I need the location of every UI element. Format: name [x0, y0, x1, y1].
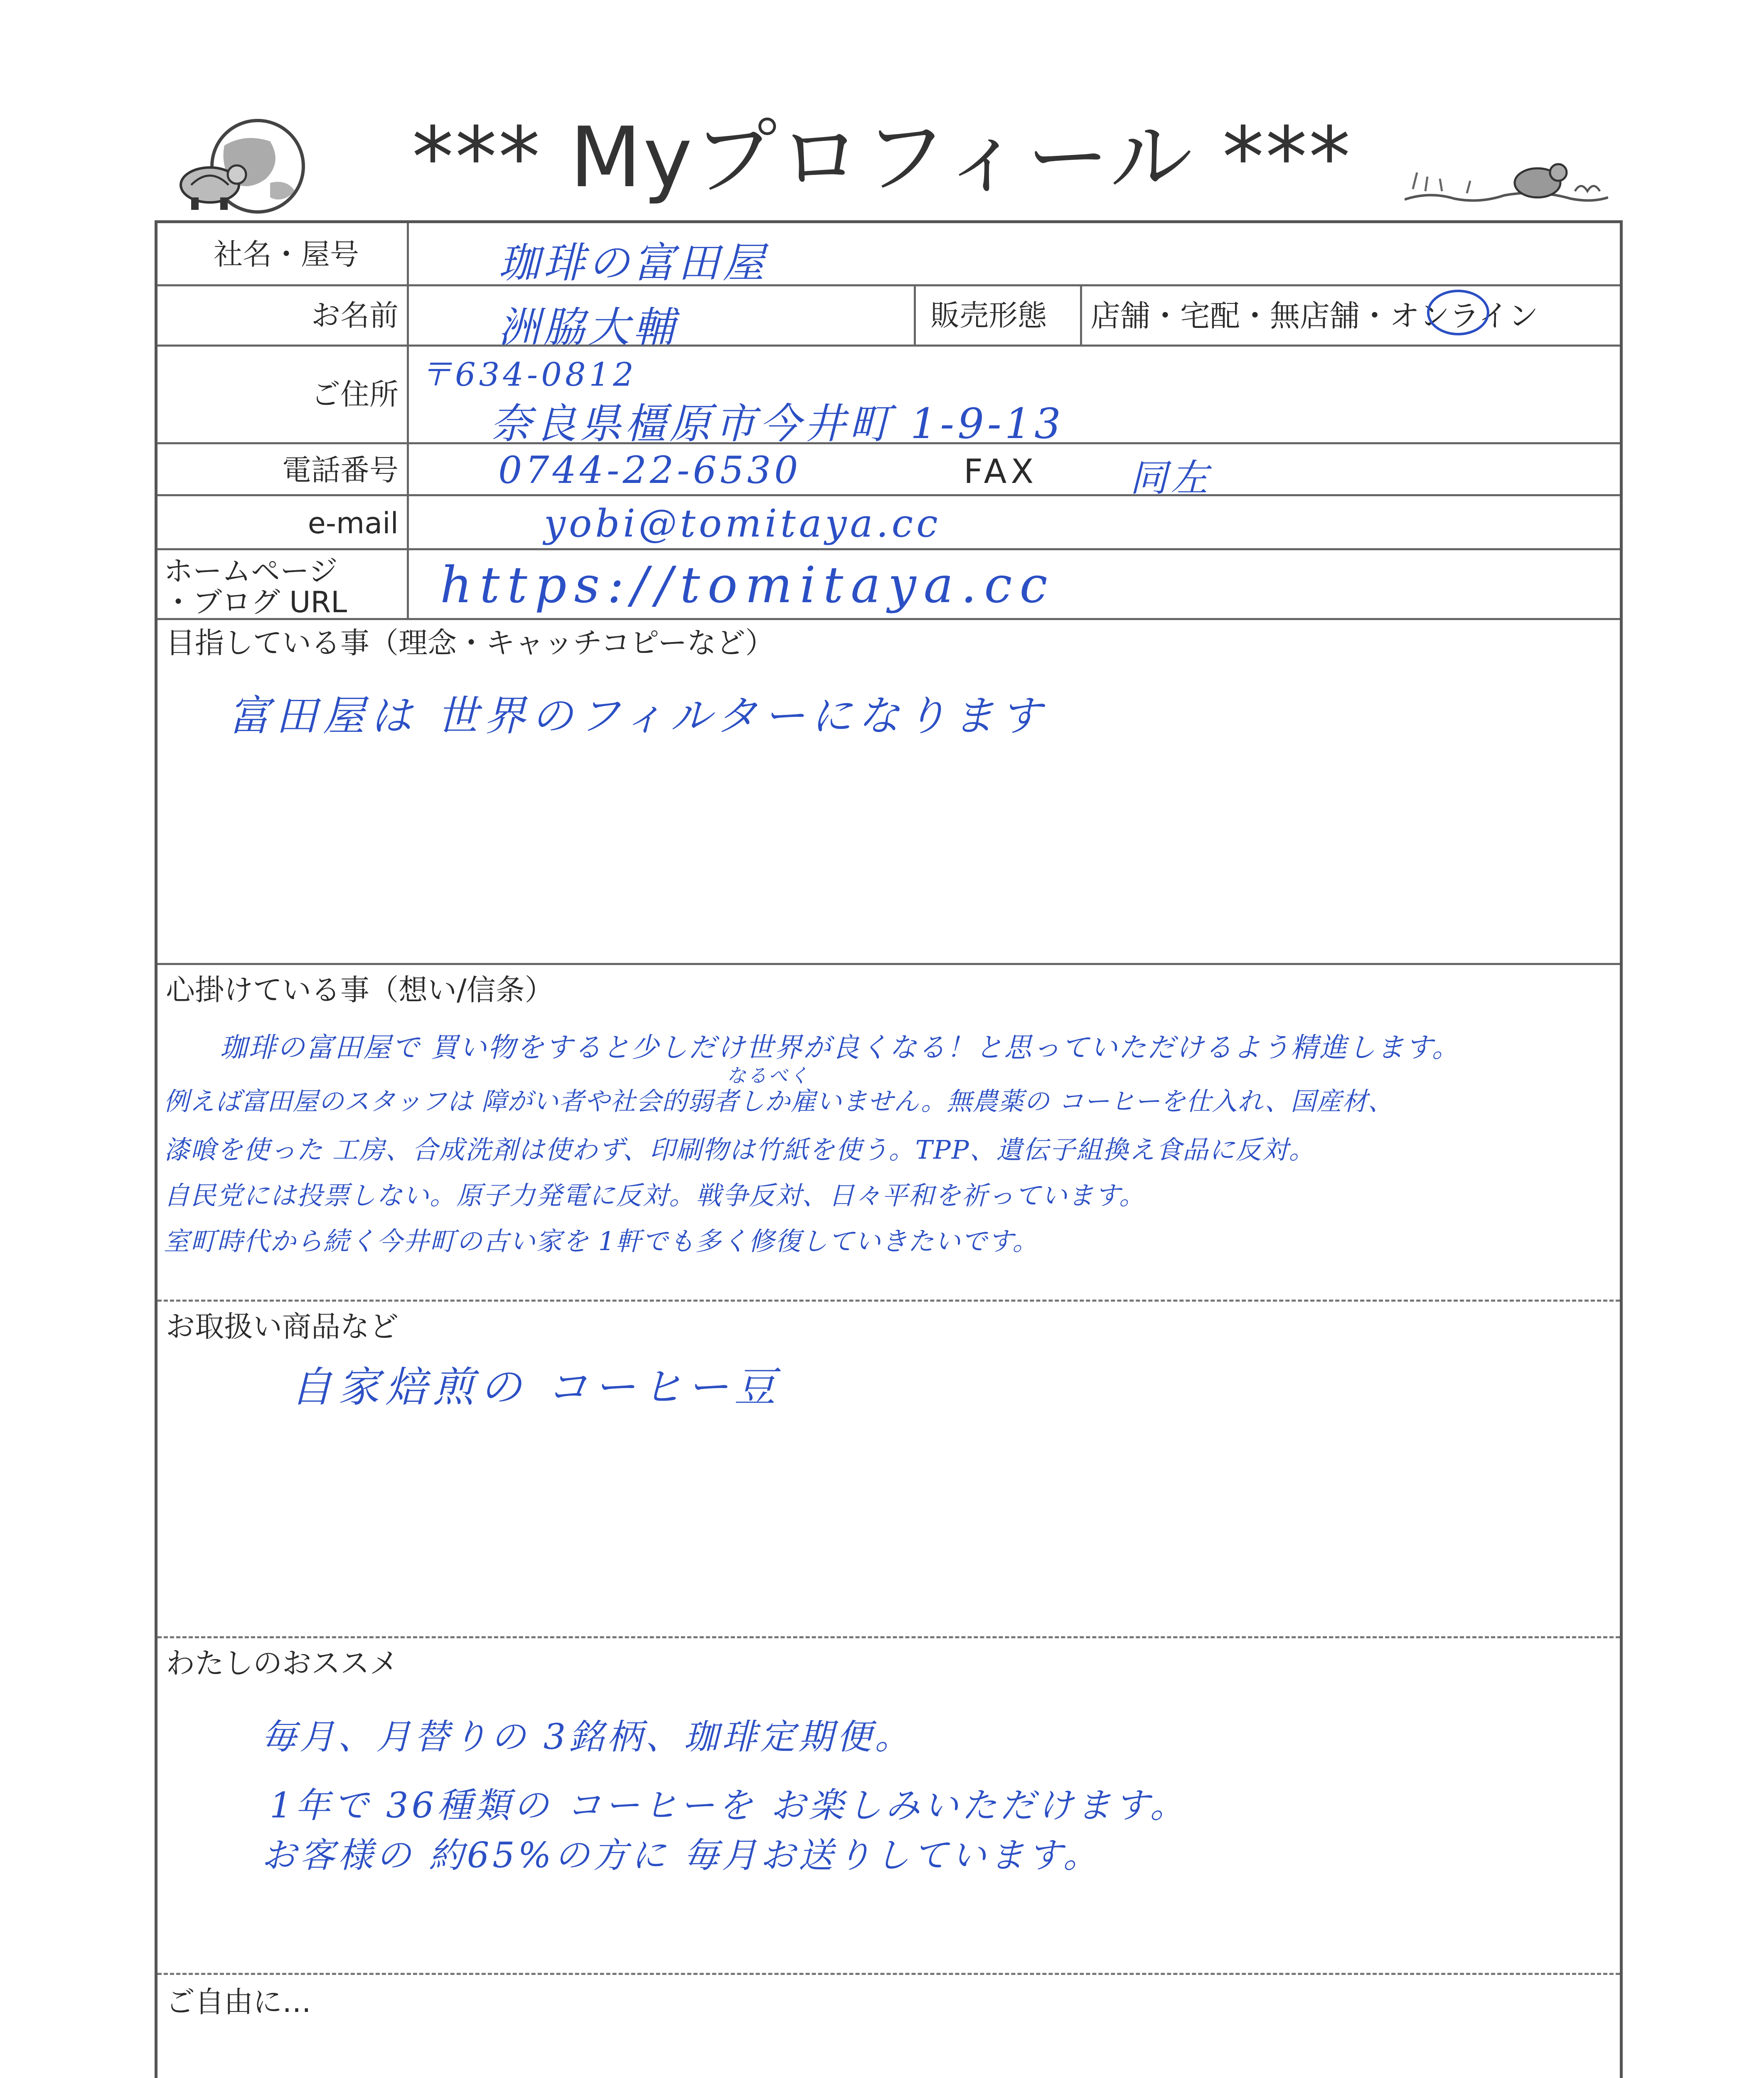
- url-row: [157, 550, 1620, 620]
- name-value[interactable]: 洲脇大輔: [498, 303, 678, 352]
- turtle-pond-icon: [1405, 150, 1608, 212]
- belief-line[interactable]: 室町時代から続く今井町の古い家を 1軒でも多く修復していきたいです。: [164, 1226, 1039, 1256]
- url-label-line1: ホームページ: [164, 554, 338, 588]
- aim-section: [157, 620, 1620, 965]
- address-postal[interactable]: 〒634-0812: [419, 356, 637, 394]
- belief-line[interactable]: 自民党には投票しない。原子力発電に反対。戦争反対、日々平和を祈っています。: [164, 1180, 1146, 1211]
- address-value[interactable]: 奈良県橿原市今井町 1-9-13: [490, 399, 1064, 448]
- belief-section: [157, 965, 1620, 1302]
- url-label-line2: ・ブログ URL: [164, 585, 347, 619]
- aim-label: 目指している事（理念・キャッチコピーなど）: [166, 626, 775, 660]
- url-value[interactable]: https://tomitaya.cc: [440, 556, 1055, 614]
- company-label: 社名・屋号: [214, 237, 359, 271]
- company-value[interactable]: 珈琲の富田屋: [498, 239, 768, 287]
- phone-row: [157, 444, 1620, 500]
- sales-label: 販売形態: [930, 298, 1047, 332]
- belief-label: 心掛けている事（想い/信条）: [166, 973, 554, 1007]
- recommend-line[interactable]: 毎月、月替りの 3銘柄、珈琲定期便。: [261, 1716, 913, 1757]
- belief-line[interactable]: 例えば富田屋のスタッフは 障がい者や社会的弱者しか雇いません。無農薬の コーヒーを仕入れ、国産材、: [164, 1087, 1394, 1116]
- belief-line[interactable]: 漆喰を使った 工房、合成洗剤は使わず、印刷物は竹紙を使う。TPP、遺伝子組換え食品に反対。: [164, 1135, 1316, 1165]
- belief-line[interactable]: 珈琲の富田屋で 買い物をすると少しだけ世界が良くなる！と思っていただけるよう精進します。: [220, 1032, 1461, 1064]
- company-row: [157, 223, 1620, 286]
- address-label: ご住所: [311, 377, 399, 411]
- name-row: [157, 286, 1620, 352]
- phone-value[interactable]: 0744-22-6530: [498, 448, 802, 492]
- name-label: お名前: [311, 298, 399, 332]
- sales-selection-mark: [1427, 290, 1489, 335]
- email-label: e-mail: [308, 506, 399, 540]
- recommend-label: わたしのおススメ: [166, 1646, 399, 1680]
- products-section: [157, 1302, 1620, 1638]
- products-label: お取扱い商品など: [166, 1310, 399, 1344]
- recommend-line[interactable]: 1年で 36種類の コーヒーを お楽しみいただけます。: [270, 1785, 1188, 1826]
- email-value[interactable]: yobi@tomitaya.cc: [544, 501, 941, 546]
- email-row: [157, 496, 1620, 550]
- recommend-line[interactable]: お客様の 約65%の方に 毎月お送りしています。: [261, 1835, 1102, 1876]
- belief-note: なるべく: [727, 1064, 810, 1087]
- fax-value[interactable]: 同左: [1130, 456, 1211, 500]
- free-label: ご自由に…: [166, 1985, 311, 2019]
- profile-form: [155, 220, 1623, 2078]
- page-title: *** Myプロフィール ***: [412, 109, 1352, 206]
- address-row: [157, 347, 1620, 448]
- free-section: [157, 1975, 1620, 2078]
- fax-label: FAX: [964, 452, 1038, 491]
- aim-text[interactable]: 富田屋は 世界のフィルターになります: [228, 692, 1048, 740]
- page-header: [0, 104, 1764, 212]
- recommend-section: [157, 1638, 1620, 1975]
- sales-options[interactable]: 店舗・宅配・無店舗・オンライン: [1090, 298, 1538, 333]
- products-text[interactable]: 自家焙煎の コーヒー豆: [290, 1363, 782, 1411]
- phone-label: 電話番号: [282, 453, 399, 487]
